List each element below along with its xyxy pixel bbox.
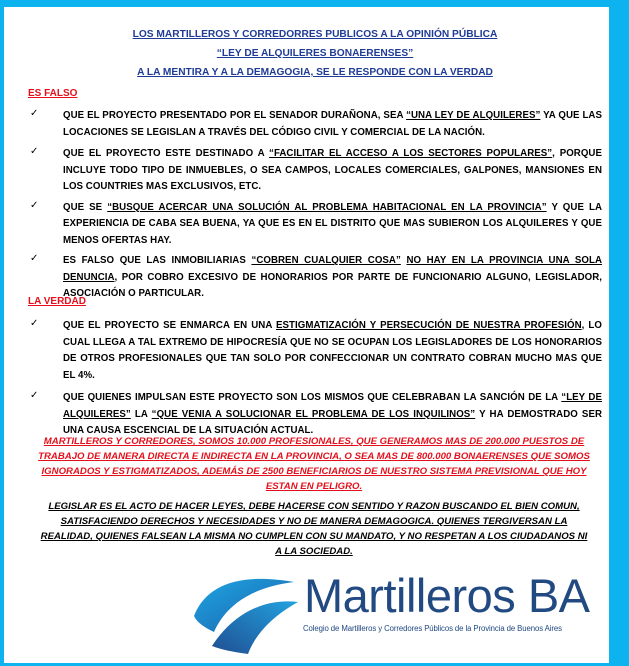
logo-swoosh-icon <box>190 572 302 656</box>
bullet-text: , PORQUE INCLUYE TODO TIPO DE INMUEBLES, O SEA CAMPOS, LOCALES COMERCIALES, GALPONES, MANSIONES EN LOS COUNTRIES MAS EXCLUSIVOS, ETC. <box>63 148 602 192</box>
truth-item-1 <box>30 318 602 384</box>
bullet-text: YA QUE LAS LOCACIONES SE LEGISLAN A TRAVÉS DEL CÓDIGO CIVIL Y COMERCIAL DE LA NACIÓN. <box>63 110 602 138</box>
bullet-underlined: ESTIGMATIZACIÓN Y PERSECUCIÓN DE NUESTRA PROFESIÓN <box>276 320 582 331</box>
frame-left <box>0 0 4 666</box>
title-line-2: “LEY DE ALQUILERES BONAERENSES” <box>216 48 414 59</box>
bullet-text: QUE SE <box>63 201 108 213</box>
check-icon: ✓ <box>30 253 39 264</box>
bullet-underlined: “COBREN CUALQUIER COSA” <box>251 255 401 266</box>
bullet-underlined: “QUE VENIA A SOLUCIONAR EL PROBLEMA DE LOS INQUILINOS” <box>151 408 476 420</box>
title-line-1: LOS MARTILLEROS Y CORREDORRES PUBLICOS A LA OPINIÓN PÚBLICA <box>132 29 498 40</box>
black-note: LEGISLAR ES EL ACTO DE HACER LEYES, DEBE HACERSE CON SENTIDO Y RAZON BUSCANDO EL BIEN COMUN, SATISFACIENDO DERECHOS Y NECESIDADES Y NO DE MANERA DEMAGOGICA. QUIENES TERGIVERSAN LA REALIDAD, QUIENES FALSEAN LA MISMA NO CUMPLEN CON SU MANDATO, Y NO RESPETAN A LOS CIUDADANOS NI A LA SOCIEDAD. <box>40 501 588 557</box>
bullet-text: , POR COBRO EXCESIVO DE HONORARIOS POR PARTE DE FUNCIONARIO ALGUNO, LEGISLADOR, ASOCIACIÓN O PARTICULAR. <box>63 271 602 299</box>
bullet-underlined: “BUSQUE ACERCAR UNA SOLUCIÓN AL PROBLEMA HABITACIONAL EN LA PROVINCIA” <box>107 201 547 213</box>
check-icon: ✓ <box>30 318 39 329</box>
bullet-text: Y QUE LA EXPERIENCIA DE CABA SEA BUENA, YA QUE ES EN EL DISTRITO QUE MAS SUBIERON LOS ALQUILERES Y QUE MENOS OFERTAS HAY. <box>63 201 602 246</box>
bullet-text: ES FALSO QUE LAS INMOBILIARIAS <box>63 255 252 266</box>
false-item-1 <box>30 108 602 141</box>
bullet-text: QUE QUIENES IMPULSAN ESTE PROYECTO SON LOS MISMOS QUE CELEBRABAN LA SANCIÓN DE LA <box>63 392 562 403</box>
frame-right <box>609 0 629 666</box>
frame-top <box>0 0 629 7</box>
truth-bullet-list <box>30 318 602 440</box>
bullet-text: , LO CUAL LLEGA A TAL EXTREMO DE HIPOCRESÍA QUE NO SE OCUPAN LOS LEGISLADORES DE LOS HONORARIOS DE OTROS PROFESIONALES QUE TAN SOLO POR CONFECCIONAR UN CONTRATO COBRAN MUCHO MAS QUE EL 4%. <box>63 320 602 381</box>
title-block <box>30 25 600 82</box>
check-icon: ✓ <box>30 199 39 211</box>
bullet-text: Y HA DEMOSTRADO SER UNA CAUSA ESCENCIAL DE LA SITUACIÓN ACTUAL. <box>63 408 602 436</box>
red-note: MARTILLEROS Y CORREDORES, SOMOS 10.000 PROFESIONALES, QUE GENERAMOS MAS DE 200.000 PUESTOS DE TRABAJO DE MANERA DIRECTA E INDIRECTA EN LA PROVINCIA, O SEA MAS DE 800.000 BONAERENSES QUE SOMOS IGNORADOS Y ESTIGMATIZADOS, ADEMÁS DE 2500 BENEFICIARIOS DE NUESTRO SISTEMA PREVISIONAL QUE HOY ESTAN EN PELIGRO. <box>38 436 590 492</box>
bullet-underlined: “FACILITAR EL ACCESO A LOS SECTORES POPULARES” <box>269 148 553 159</box>
false-bullet-list <box>30 108 602 303</box>
check-icon: ✓ <box>30 390 39 401</box>
logo-name: Martilleros BA <box>304 569 590 622</box>
truth-item-2 <box>30 390 602 440</box>
check-icon: ✓ <box>30 108 39 119</box>
false-section-label: ES FALSO <box>28 88 78 99</box>
false-item-2 <box>30 146 602 196</box>
check-icon: ✓ <box>30 146 39 157</box>
logo-subtitle: Colegio de Martilleros y Corredores Públicos de la Provincia de Buenos Aires <box>303 624 562 633</box>
bullet-underlined: “UNA LEY DE ALQUILERES” <box>406 110 541 121</box>
false-item-4 <box>30 253 602 303</box>
truth-section-label: LA VERDAD <box>28 296 86 307</box>
false-item-3 <box>30 200 602 250</box>
bullet-text: QUE EL PROYECTO PRESENTADO POR EL SENADOR DURAÑONA, SEA <box>63 110 407 121</box>
bullet-underlined: NO HAY EN LA PROVINCIA UNA SOLA DENUNCIA <box>63 255 602 283</box>
bullet-underlined: “LEY DE ALQUILERES” <box>63 392 602 420</box>
title-line-3: A LA MENTIRA Y A LA DEMAGOGIA, SE LE RESPONDE CON LA VERDAD <box>137 67 493 78</box>
bullet-text: QUE EL PROYECTO SE ENMARCA EN UNA <box>63 320 277 331</box>
bullet-text: LA <box>130 408 152 420</box>
bullet-text: QUE EL PROYECTO ESTE DESTINADO A <box>63 148 270 159</box>
